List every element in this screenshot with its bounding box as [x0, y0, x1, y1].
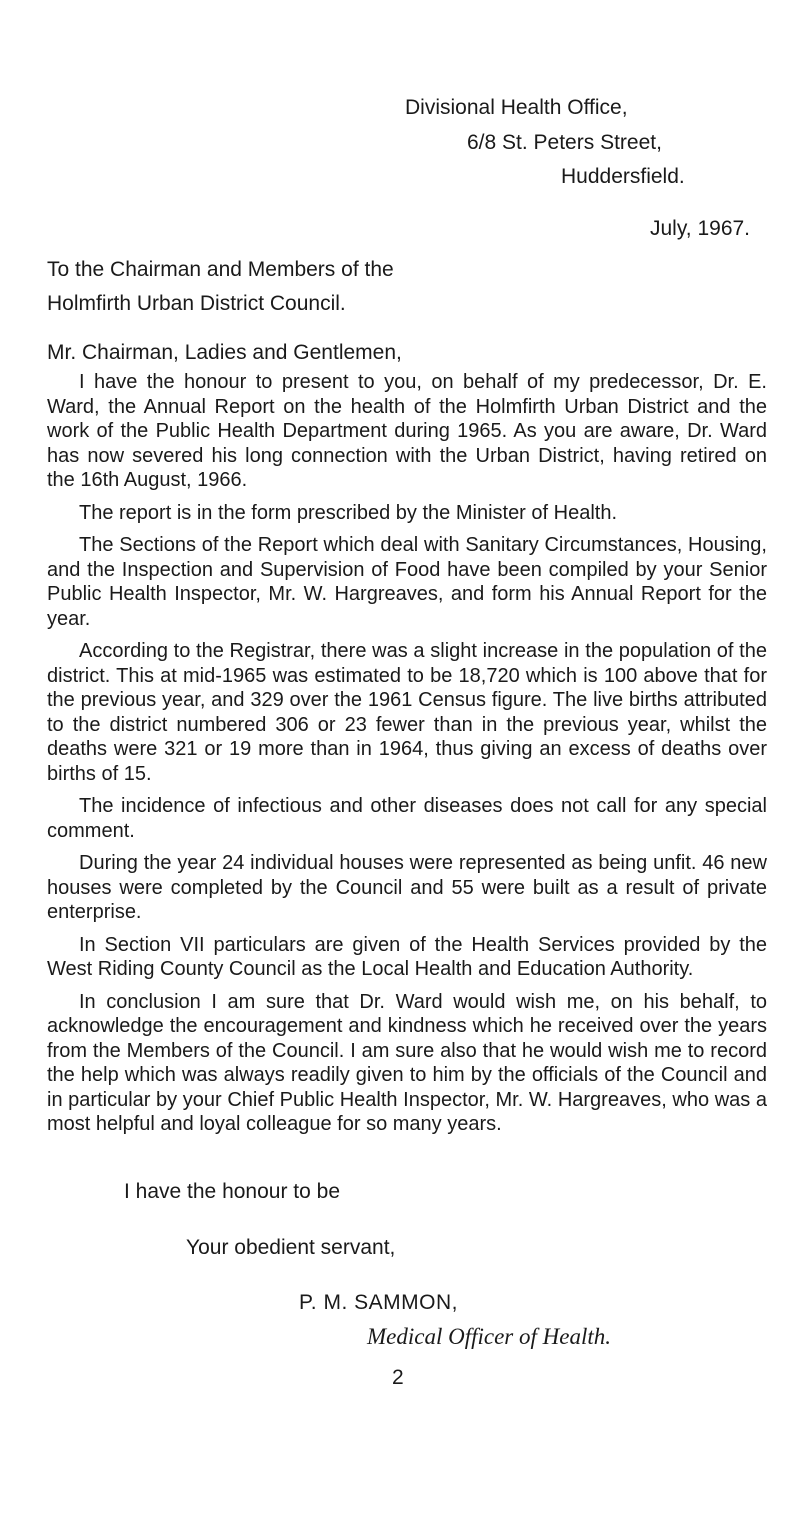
paragraph: The incidence of infectious and other diseases does not call for any special comment. [47, 795, 767, 842]
address-line-1: Divisional Health Office, [405, 96, 628, 119]
greeting: Mr. Chairman, Ladies and Gentlemen, [47, 341, 402, 364]
paragraph: The report is in the form prescribed by the Minister of Health. [79, 501, 618, 524]
closing-line-1: I have the honour to be [124, 1180, 340, 1203]
letter-date: July, 1967. [650, 217, 751, 240]
letter-body [47, 370, 767, 1145]
addressee-line-2: Holmfirth Urban District Council. [47, 292, 346, 315]
paragraph: In conclusion I am sure that Dr. Ward would wish me, on his behalf, to acknowledge the encouragement and kindness which he received over the years from the Members of the Council. I am sure also that he would wish me to record the help which was always readily given to him by the officials of the Council and in particular by your Chief Public Health Inspector, Mr. W. Hargreaves, who was a most helpful and loyal colleague for so many years. [47, 990, 767, 1135]
paragraph: The Sections of the Report which deal with Sanitary Circumstances, Housing, and the Inspection and Supervision of Food have been compiled by your Senior Public Health Inspector, Mr. W. Hargreaves, and form his Annual Report for the year. [47, 534, 767, 630]
address-line-2: 6/8 St. Peters Street, [467, 131, 662, 154]
addressee-line-1: To the Chairman and Members of the [47, 258, 394, 281]
paragraph: In Section VII particulars are given of the Health Services provided by the West Riding County Council as the Local Health and Education Authority. [47, 933, 767, 980]
paragraph: I have the honour to present to you, on behalf of my predecessor, Dr. E. Ward, the Annual Report on the health of the Holmfirth Urban District and the work of the Public Health Department during 1965. As you are aware, Dr. Ward has now severed his long connection with the Urban District, having retired on the 16th August, 1966. [47, 371, 767, 491]
signatory-name: P. M. SAMMON, [299, 1291, 458, 1314]
closing-line-2: Your obedient servant, [186, 1236, 396, 1259]
paragraph: During the year 24 individual houses were represented as being unfit. 46 new houses were completed by the Council and 55 were built as a result of private enterprise. [47, 852, 767, 923]
paragraph: According to the Registrar, there was a slight increase in the population of the district. This at mid-1965 was estimated to be 18,720 which is 100 above that for the previous year, and 329 over the 1961 Census figure. The live births attributed to the district numbered 306 or 23 fewer than in the previous year, whilst the deaths were 321 or 19 more than in 1964, thus giving an excess of deaths over births of 15. [47, 640, 767, 785]
address-line-3: Huddersfield. [561, 165, 685, 188]
signatory-title: Medical Officer of Health. [367, 1324, 611, 1349]
page-number: 2 [392, 1366, 404, 1389]
